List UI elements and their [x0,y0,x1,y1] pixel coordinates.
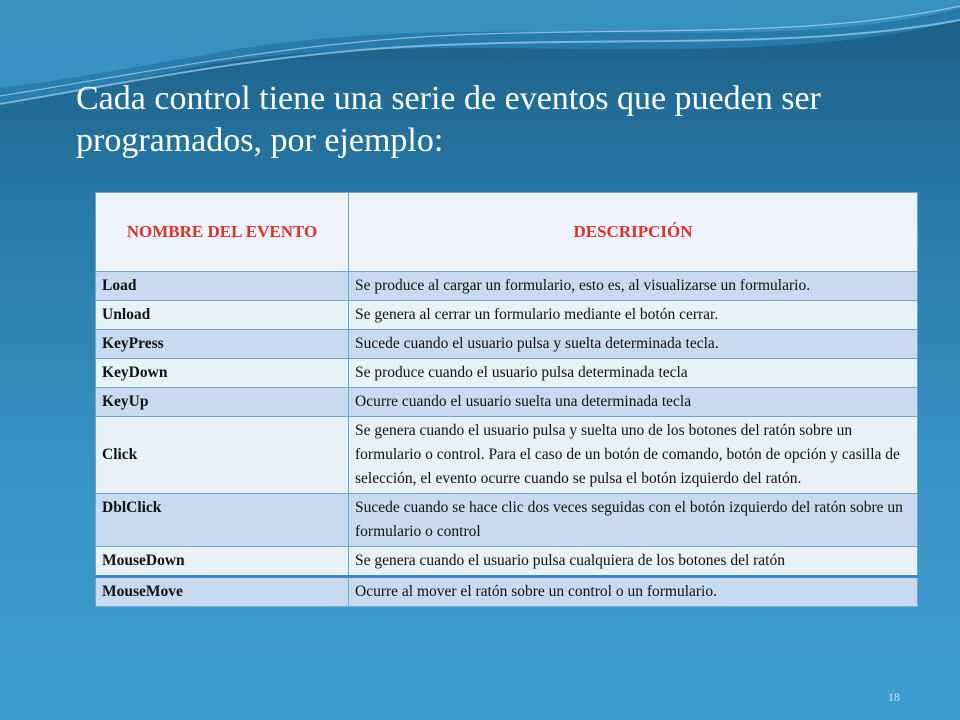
event-name-cell: Unload [96,301,349,330]
slide-title: Cada control tiene una serie de eventos que pueden ser programados, por ejemplo: [76,80,821,159]
event-name-cell: KeyUp [96,388,349,417]
table-row [96,330,918,359]
events-table [95,192,918,607]
header-event-name: NOMBRE DEL EVENTO [96,193,349,272]
header-description: DESCRIPCIÓN [349,193,918,272]
event-description-cell: Sucede cuando el usuario pulsa y suelta determinada tecla. [349,330,918,359]
table-row [96,359,918,388]
event-name-cell: KeyDown [96,359,349,388]
table-row [96,547,918,577]
event-name-cell: DblClick [96,494,349,547]
event-description-cell: Sucede cuando se hace clic dos veces seguidas con el botón izquierdo del ratón sobre un formulario o control [349,494,918,547]
event-name-cell: KeyPress [96,330,349,359]
table-row [96,494,918,547]
event-description-cell: Se genera cuando el usuario pulsa cualquiera de los botones del ratón [349,547,918,577]
event-description-cell: Se produce cuando el usuario pulsa determinada tecla [349,359,918,388]
event-name-cell: Load [96,272,349,301]
event-name-cell: MouseMove [96,577,349,607]
table-row [96,272,918,301]
page-number: 18 [888,690,900,704]
table-row [96,388,918,417]
table-row [96,301,918,330]
event-description-cell: Ocurre al mover el ratón sobre un control o un formulario. [349,577,918,607]
event-description-cell: Se produce al cargar un formulario, esto es, al visualizarse un formulario. [349,272,918,301]
event-description-cell: Se genera al cerrar un formulario mediante el botón cerrar. [349,301,918,330]
table-row [96,417,918,494]
event-description-cell: Se genera cuando el usuario pulsa y suelta uno de los botones del ratón sobre un formulario o control. Para el caso de un botón de comando, botón de opción y casilla de selección, el evento ocurre cuando se pulsa el botón izquierdo del ratón. [349,417,918,494]
event-description-cell: Ocurre cuando el usuario suelta una determinada tecla [349,388,918,417]
table-row [96,577,918,607]
table-header-row [96,193,918,272]
event-name-cell: Click [96,417,349,494]
event-name-cell: MouseDown [96,547,349,577]
